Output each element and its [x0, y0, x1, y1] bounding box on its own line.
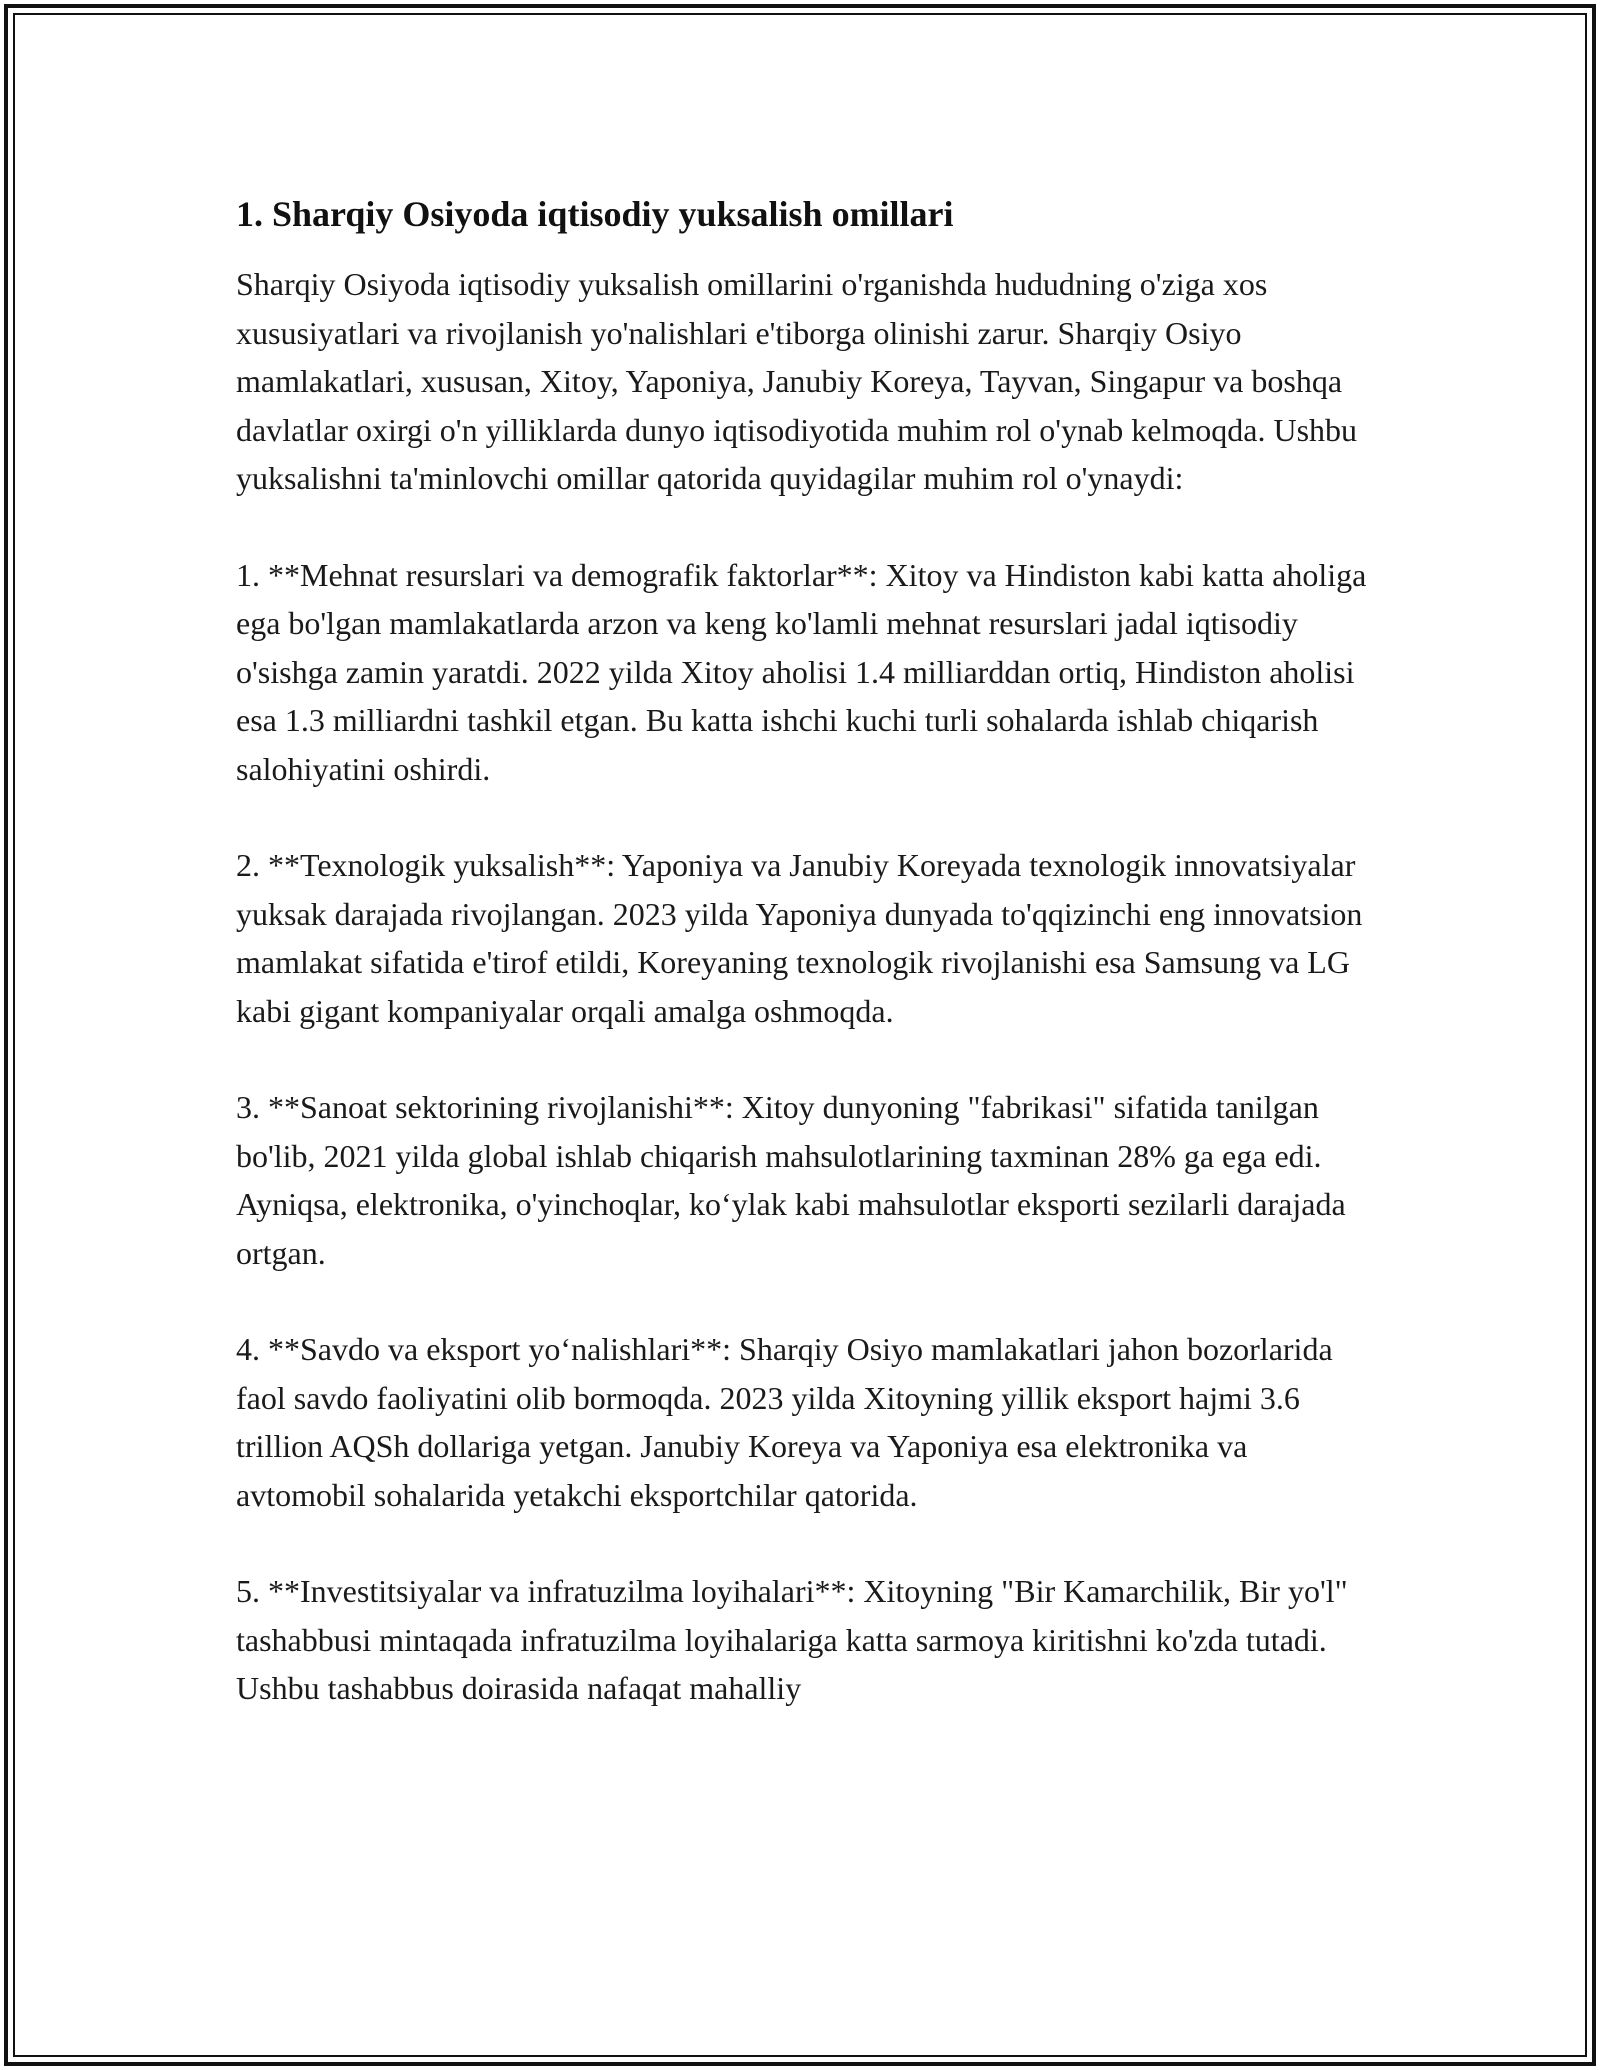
- intro-paragraph: Sharqiy Osiyoda iqtisodiy yuksalish omillarini o'rganishda hududning o'ziga xos xususiyatlari va rivojlanish yo'nalishlari e'tiborga olinishi zarur. Sharqiy Osiyo mamlakatlari, xususan, Xitoy, Yaponiya, Janubiy Koreya, Tayvan, Singapur va boshqa davlatlar oxirgi o'n yilliklarda dunyo iqtisodiyotida muhim rol o'ynab kelmoqda. Ushbu yuksalishni ta'minlovchi omillar qatorida quyidagilar muhim rol o'ynaydi:: [236, 266, 1358, 496]
- section-title: 1. Sharqiy Osiyoda iqtisodiy yuksalish omillari: [236, 194, 954, 234]
- list-item-2: 2. **Texnologik yuksalish**: Yaponiya va Janubiy Koreyada texnologik innovatsiyalar yuksak darajada rivojlangan. 2023 yilda Yaponiya dunyada to'qqizinchi eng innovatsion mamlakat sifatida e'tirof etildi, Koreyaning texnologik rivojlanishi esa Samsung va LG kabi gigant kompaniyalar orqali amalga oshmoqda.: [236, 847, 1363, 1029]
- list-item-3: 3. **Sanoat sektorining rivojlanishi**: Xitoy dunyoning "fabrikasi" sifatida tanilgan bo'lib, 2021 yilda global ishlab chiqarish mahsulotlarining taxminan 28% ga ega edi. Ayniqsa, elektronika, o'yinchoqlar, ko‘ylak kabi mahsulotlar eksporti sezilarli darajada ortgan.: [236, 1089, 1346, 1271]
- document-body: [236, 190, 1376, 1761]
- list-item-4: 4. **Savdo va eksport yo‘nalishlari**: Sharqiy Osiyo mamlakatlari jahon bozorlarida faol savdo faoliyatini olib bormoqda. 2023 yilda Xitoyning yillik eksport hajmi 3.6 trillion AQSh dollariga yetgan. Janubiy Koreya va Yaponiya esa elektronika va avtomobil sohalarida yetakchi eksportchilar qatorida.: [236, 1331, 1333, 1513]
- list-item-1: 1. **Mehnat resurslari va demografik faktorlar**: Xitoy va Hindiston kabi katta aholiga ega bo'lgan mamlakatlarda arzon va keng ko'lamli mehnat resurslari jadal iqtisodiy o'sishga zamin yaratdi. 2022 yilda Xitoy aholisi 1.4 milliarddan ortiq, Hindiston aholisi esa 1.3 milliardni tashkil etgan. Bu katta ishchi kuchi turli sohalarda ishlab chiqarish salohiyatini oshirdi.: [236, 556, 1367, 787]
- list-item-5: 5. **Investitsiyalar va infratuzilma loyihalari**: Xitoyning "Bir Kamarchilik, Bir yo'l" tashabbusi mintaqada infratuzilma loyihalariga katta sarmoya kiritishni ko'zda tutadi. Ushbu tashabbus doirasida nafaqat mahalliy: [236, 1573, 1348, 1706]
